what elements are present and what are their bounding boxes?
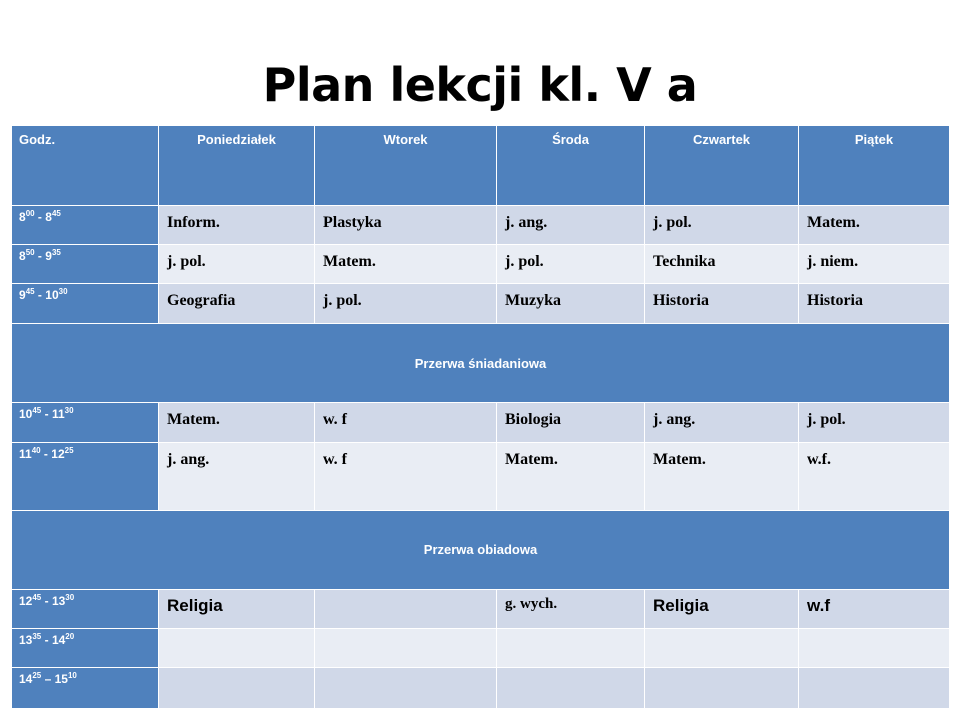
lesson-cell xyxy=(315,628,497,667)
lesson-cell xyxy=(799,667,950,708)
time-start-minute: 45 xyxy=(32,592,42,602)
header-friday: Piątek xyxy=(799,126,950,206)
lesson-cell xyxy=(799,628,950,667)
time-separator: - xyxy=(34,249,46,264)
time-end-minute: 30 xyxy=(64,406,74,416)
time-start-minute: 45 xyxy=(25,287,35,297)
lesson-row xyxy=(12,284,950,324)
lesson-row xyxy=(12,403,950,442)
lesson-cell: j. pol. xyxy=(645,206,799,245)
lesson-cell: Matem. xyxy=(159,403,315,442)
time-end-hour: 11 xyxy=(51,407,65,422)
lesson-cell: g. wych. xyxy=(497,589,645,628)
header-row xyxy=(12,126,950,206)
time-start-hour: 10 xyxy=(19,407,33,422)
lesson-cell: w.f xyxy=(799,589,950,628)
lesson-row xyxy=(12,206,950,245)
lesson-cell: Matem. xyxy=(799,206,950,245)
time-end-minute: 30 xyxy=(65,592,75,602)
time-end-hour: 8 xyxy=(45,210,52,225)
time-end-minute: 10 xyxy=(67,670,77,680)
lesson-cell: Historia xyxy=(799,284,950,324)
lesson-cell: w. f xyxy=(315,442,497,510)
lesson-cell: Plastyka xyxy=(315,206,497,245)
time-start-hour: 8 xyxy=(19,249,26,264)
lesson-cell: Matem. xyxy=(645,442,799,510)
time-separator: – xyxy=(41,671,55,686)
time-end-minute: 35 xyxy=(51,248,61,258)
lesson-row xyxy=(12,667,950,708)
time-separator: - xyxy=(40,446,52,461)
lesson-cell xyxy=(159,628,315,667)
time-start-minute: 45 xyxy=(32,406,42,416)
lunch-break: Przerwa obiadowa xyxy=(12,510,950,589)
time-start-minute: 00 xyxy=(25,209,35,219)
time-end-minute: 25 xyxy=(64,445,74,455)
time-cell xyxy=(12,628,159,667)
lesson-cell: Inform. xyxy=(159,206,315,245)
time-cell xyxy=(12,442,159,510)
time-end-minute: 30 xyxy=(58,287,68,297)
lesson-cell xyxy=(315,667,497,708)
time-cell xyxy=(12,589,159,628)
lesson-cell: j. pol. xyxy=(315,284,497,324)
lesson-cell: Religia xyxy=(159,589,315,628)
header-wednesday: Środa xyxy=(497,126,645,206)
lesson-cell xyxy=(497,628,645,667)
lesson-cell: j. ang. xyxy=(497,206,645,245)
time-separator: - xyxy=(34,210,46,225)
lesson-cell: Muzyka xyxy=(497,284,645,324)
lesson-cell xyxy=(159,667,315,708)
time-cell xyxy=(12,667,159,708)
time-start-hour: 8 xyxy=(19,210,26,225)
lesson-cell: w.f. xyxy=(799,442,950,510)
time-end-minute: 45 xyxy=(51,209,61,219)
lesson-cell: Technika xyxy=(645,245,799,284)
break-row xyxy=(12,324,950,403)
time-start-hour: 9 xyxy=(19,288,26,303)
lesson-cell xyxy=(645,667,799,708)
timetable xyxy=(11,125,950,709)
time-separator: - xyxy=(41,593,52,608)
header-tuesday: Wtorek xyxy=(315,126,497,206)
header-hour: Godz. xyxy=(12,126,159,206)
time-cell xyxy=(12,403,159,442)
lesson-cell: w. f xyxy=(315,403,497,442)
time-start-minute: 25 xyxy=(32,670,42,680)
time-end-hour: 15 xyxy=(54,671,68,686)
time-cell xyxy=(12,245,159,284)
lesson-row xyxy=(12,628,950,667)
lesson-cell: Matem. xyxy=(497,442,645,510)
time-end-hour: 13 xyxy=(51,593,66,608)
header-thursday: Czwartek xyxy=(645,126,799,206)
time-separator: - xyxy=(34,288,46,303)
lesson-cell: j. pol. xyxy=(799,403,950,442)
lesson-cell: Biologia xyxy=(497,403,645,442)
lesson-row xyxy=(12,589,950,628)
time-start-hour: 13 xyxy=(19,632,33,647)
lesson-cell: j. ang. xyxy=(159,442,315,510)
time-start-minute: 50 xyxy=(25,248,35,258)
lesson-cell: j. ang. xyxy=(645,403,799,442)
lesson-cell xyxy=(315,589,497,628)
header-monday: Poniedziałek xyxy=(159,126,315,206)
time-start-hour: 11 xyxy=(19,446,32,461)
time-cell xyxy=(12,284,159,324)
time-end-minute: 20 xyxy=(65,631,75,641)
lesson-cell xyxy=(497,667,645,708)
lesson-cell: j. pol. xyxy=(159,245,315,284)
time-end-hour: 12 xyxy=(51,446,65,461)
lesson-cell: Religia xyxy=(645,589,799,628)
time-cell xyxy=(12,206,159,245)
lesson-cell xyxy=(645,628,799,667)
break-row xyxy=(12,510,950,589)
time-end-hour: 14 xyxy=(51,632,66,647)
lesson-row xyxy=(12,442,950,510)
lesson-row xyxy=(12,245,950,284)
time-separator: - xyxy=(41,632,52,647)
time-end-hour: 10 xyxy=(45,288,59,303)
time-start-hour: 14 xyxy=(19,671,33,686)
lesson-cell: Matem. xyxy=(315,245,497,284)
time-separator: - xyxy=(41,407,52,422)
time-start-minute: 35 xyxy=(32,631,42,641)
lesson-cell: j. niem. xyxy=(799,245,950,284)
lesson-cell: Historia xyxy=(645,284,799,324)
time-start-hour: 12 xyxy=(19,593,33,608)
breakfast-break: Przerwa śniadaniowa xyxy=(12,324,950,403)
time-end-hour: 9 xyxy=(45,249,52,264)
lesson-cell: Geografia xyxy=(159,284,315,324)
time-start-minute: 40 xyxy=(31,445,41,455)
page-title: Plan lekcji kl. V a xyxy=(262,58,698,112)
lesson-cell: j. pol. xyxy=(497,245,645,284)
